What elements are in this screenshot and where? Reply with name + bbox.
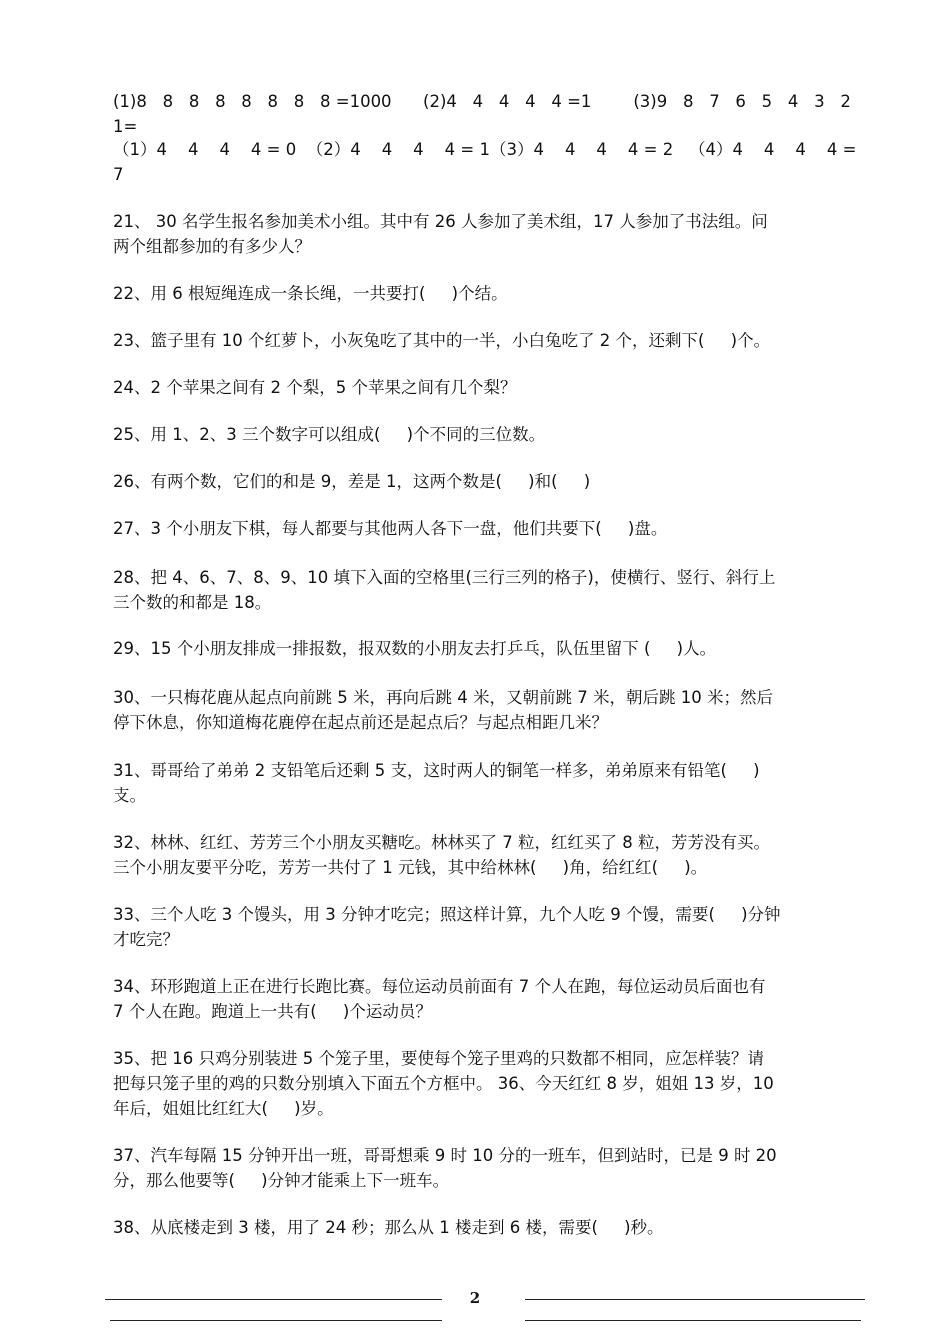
question-28: 28、把 4、6、7、8、9、10 填下入面的空格里(三行三列的格子)，使横行、竖行、斜行上 — [113, 568, 776, 587]
question-38: 38、从底楼走到 3 楼，用了 24 秒；那么从 1 楼走到 6 楼，需要( )秒。 — [113, 1218, 664, 1237]
question-32-cont: 三个小朋友要平分吃，芳芳一共付了 1 元钱，其中给林林( )角，给红红( )。 — [113, 858, 708, 877]
question-32: 32、林林、红红、芳芳三个小朋友买糖吃。林林买了 7 粒，红红买了 8 粒，芳芳没有买。 — [113, 833, 770, 852]
question-37-cont: 分，那么他要等( )分钟才能乘上下一班车。 — [113, 1171, 450, 1190]
footer-rule-left — [105, 1299, 442, 1300]
question-30: 30、一只梅花鹿从起点向前跳 5 米，再向后跳 4 米，又朝前跳 7 米，朝后跳 10 米；然后 — [113, 688, 773, 707]
question-35-cont: 把每只笼子里的鸡的只数分别填入下面五个方框中。 36、今天红红 8 岁，姐姐 13 岁，10 — [113, 1074, 774, 1093]
question-24: 24、2 个苹果之间有 2 个梨，5 个苹果之间有几个梨？ — [113, 378, 517, 397]
text-line: 7 — [113, 165, 124, 184]
text-line: (1)8 8 8 8 8 8 8 8 =1000 (2)4 4 4 4 4 =1 (3)9 8 7 6 5 4 3 2 1= — [113, 92, 867, 136]
question-36-cont: 年后，姐姐比红红大( )岁。 — [113, 1099, 334, 1118]
footer-rule-left-lower — [110, 1320, 442, 1321]
question-29: 29、15 个小朋友排成一排报数，报双数的小朋友去打乒乓，队伍里留下 ( )人。 — [113, 639, 717, 658]
question-23: 23、篮子里有 10 个红萝卜，小灰兔吃了其中的一半，小白兔吃了 2 个，还剩下( )个。 — [113, 331, 771, 350]
footer-rule-right-lower — [525, 1320, 861, 1321]
question-26: 26、有两个数，它们的和是 9，差是 1，这两个数是( )和( ) — [113, 472, 591, 491]
question-21: 21、 30 名学生报名参加美术小组。其中有 26 人参加了美术组，17 人参加了书法组。问 — [113, 212, 768, 231]
question-22: 22、用 6 根短绳连成一条长绳，一共要打( )个结。 — [113, 284, 508, 303]
question-31-cont: 支。 — [113, 786, 146, 805]
question-27: 27、3 个小朋友下棋，每人都要与其他两人各下一盘，他们共要下( )盘。 — [113, 519, 668, 538]
text-line: （1）4 4 4 4 = 0 （2）4 4 4 4 = 1（3）4 4 4 4 = 2 （4）4 4 4 4 = — [113, 140, 857, 159]
question-28-cont: 三个数的和都是 18。 — [113, 593, 272, 612]
question-34: 34、环形跑道上正在进行长跑比赛。每位运动员前面有 7 个人在跑，每位运动员后面也有 — [113, 977, 766, 996]
question-31: 31、哥哥给了弟弟 2 支铅笔后还剩 5 支，这时两人的铜笔一样多，弟弟原来有铅笔( ) — [113, 761, 760, 780]
question-30-cont: 停下休息，你知道梅花鹿停在起点前还是起点后？与起点相距几米？ — [113, 713, 608, 732]
question-34-cont: 7 个人在跑。跑道上一共有( )个运动员？ — [113, 1002, 432, 1021]
question-37: 37、汽车每隔 15 分钟开出一班，哥哥想乘 9 时 10 分的一班车，但到站时，已是 9 时 20 — [113, 1146, 777, 1165]
question-21-cont: 两个组都参加的有多少人？ — [113, 237, 311, 256]
question-35: 35、把 16 只鸡分别装进 5 个笼子里，要使每个笼子里鸡的只数都不相同，应怎样装？请 — [113, 1049, 764, 1068]
question-33-cont: 才吃完？ — [113, 930, 179, 949]
question-33: 33、三个人吃 3 个馒头，用 3 分钟才吃完；照这样计算，九个人吃 9 个馒，需要( )分钟 — [113, 905, 781, 924]
question-25: 25、用 1、2、3 三个数字可以组成( )个不同的三位数。 — [113, 425, 546, 444]
page-number: 2 — [469, 1289, 481, 1307]
footer-rule-right — [525, 1299, 865, 1300]
